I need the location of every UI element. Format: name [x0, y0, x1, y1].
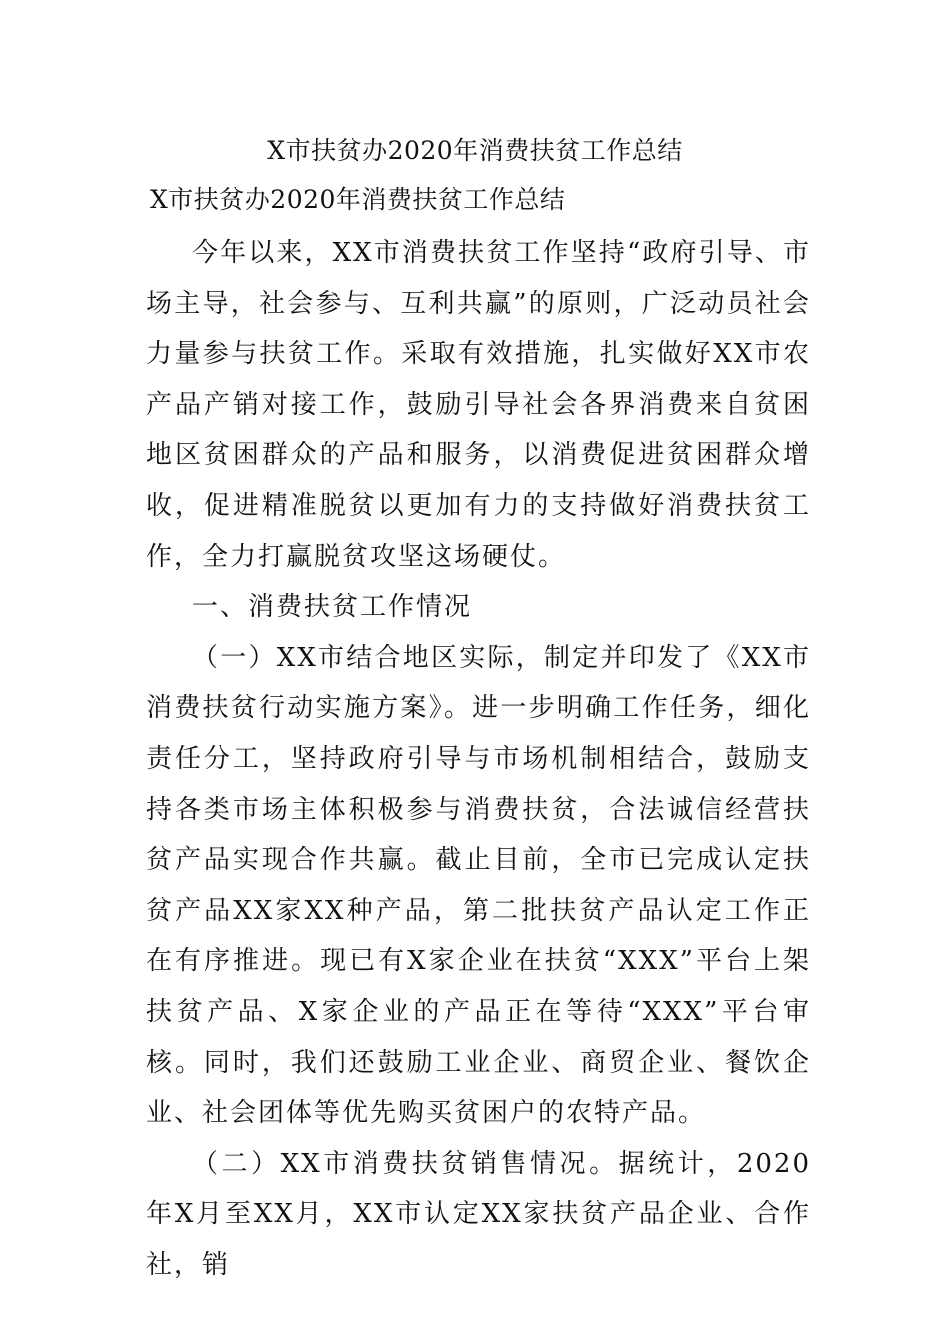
section-heading-1: 一、消费扶贫工作情况 [192, 592, 473, 623]
paragraph-intro: 今年以来，XX市消费扶贫工作坚持“政府引导、市场主导，社会参与、互利共赢”的原则，广泛动员社会力量参与扶贫工作。采取有效措施，扎实做好XX市农产品产销对接工作，鼓励引导社会各界消费来自贫困地区贫困群众的产品和服务，以消费促进贫困群众增收，促进精准脱贫以更加有力的支持做好消费扶贫工作，全力打赢脱贫攻坚这场硬仗。 [146, 238, 811, 572]
paragraph-section-1-item-1: （一）XX市结合地区实际，制定并印发了《XX市消费扶贫行动实施方案》。进一步明确工作任务，细化责任分工，坚持政府引导与市场机制相结合，鼓励支持各类市场主体积极参与消费扶贫，合法诚信经营扶贫产品实现合作共赢。截止目前，全市已完成认定扶贫产品XX家XX种产品，第二批扶贫产品认定工作正在有序推进。现已有X家企业在扶贫“XXX”平台上架扶贫产品、X家企业的产品正在等待“XXX”平台审核。同时，我们还鼓励工业企业、商贸企业、餐饮企业、社会团体等优先购买贫困户的农特产品。 [146, 642, 811, 1129]
paragraph-section-1-item-2: （二）XX市消费扶贫销售情况。据统计，2020年X月至XX月，XX市认定XX家扶贫产品企业、合作社，销 [146, 1148, 811, 1280]
document-body [146, 228, 811, 1290]
document-title: X市扶贫办2020年消费扶贫工作总结 [267, 136, 683, 165]
document-subtitle: X市扶贫办2020年消费扶贫工作总结 [150, 185, 566, 214]
